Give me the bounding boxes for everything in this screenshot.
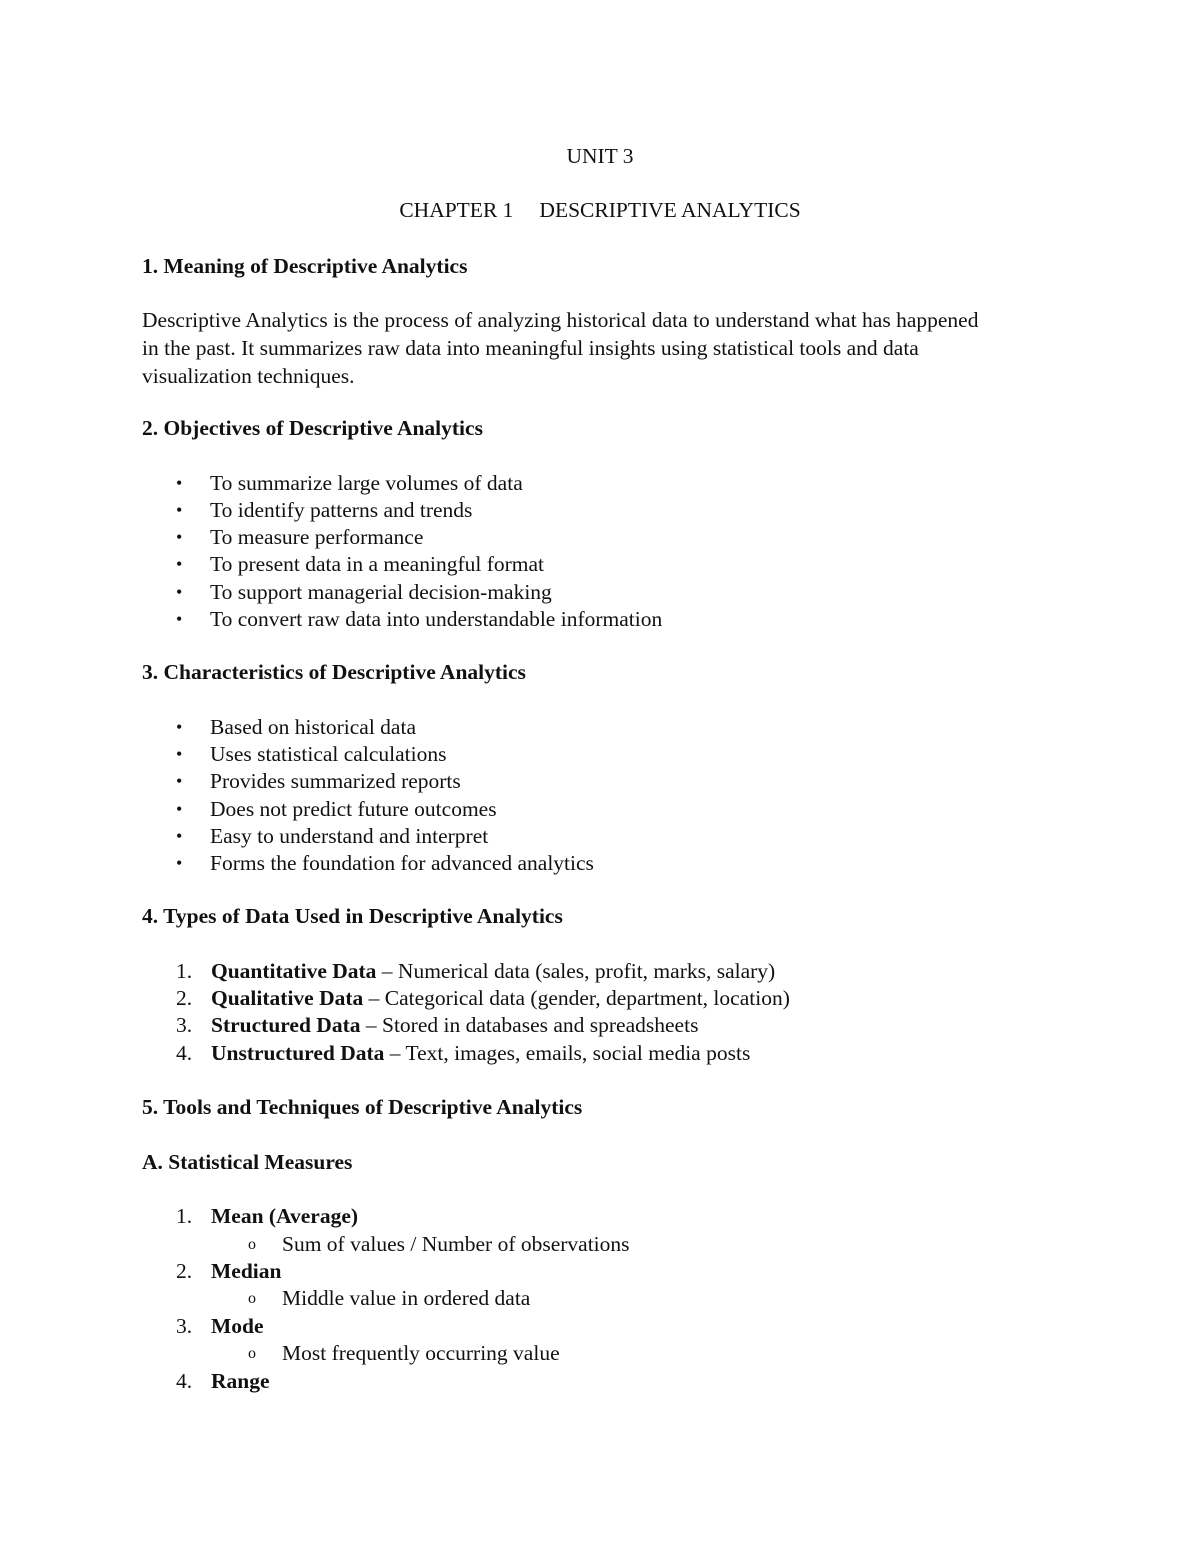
- section-heading-characteristics: 3. Characteristics of Descriptive Analytics: [142, 660, 526, 684]
- chapter-title: [0, 196, 1200, 224]
- list-item: [211, 984, 790, 1012]
- measure-name: Mode: [211, 1314, 264, 1338]
- list-item: Easy to understand and interpret: [210, 824, 489, 848]
- term-description: – Numerical data (sales, profit, marks, salary): [376, 959, 776, 983]
- list-number: 1.: [176, 959, 193, 983]
- list-number: 2.: [176, 1259, 193, 1283]
- term: Structured Data: [211, 1013, 361, 1037]
- subsection-heading-statistical-measures: A. Statistical Measures: [142, 1150, 353, 1174]
- list-number: 2.: [176, 986, 193, 1010]
- bullet-icon: •: [176, 500, 183, 520]
- circle-bullet-icon: o: [248, 1290, 256, 1307]
- bullet-icon: •: [176, 799, 183, 819]
- unit-title: [0, 142, 1200, 170]
- measure-name: Median: [211, 1259, 282, 1283]
- paragraph-line: Descriptive Analytics is the process of analyzing historical data to understand what has happened: [142, 308, 979, 332]
- circle-bullet-icon: o: [248, 1345, 256, 1362]
- list-number: 3.: [176, 1314, 193, 1338]
- term-description: – Text, images, emails, social media posts: [384, 1041, 751, 1065]
- list-item: [211, 1039, 750, 1067]
- term-description: – Categorical data (gender, department, location): [363, 986, 790, 1010]
- bullet-icon: •: [176, 717, 183, 737]
- term-description: – Stored in databases and spreadsheets: [360, 1013, 699, 1037]
- list-item: To measure performance: [210, 525, 424, 549]
- section-heading-meaning: 1. Meaning of Descriptive Analytics: [142, 254, 468, 278]
- list-item: To present data in a meaningful format: [210, 552, 545, 576]
- list-number: 4.: [176, 1369, 193, 1393]
- measure-detail: Sum of values / Number of observations: [282, 1232, 630, 1256]
- list-number: 3.: [176, 1013, 193, 1037]
- section-heading-data-types: 4. Types of Data Used in Descriptive Analytics: [142, 904, 563, 928]
- chapter-name: DESCRIPTIVE ANALYTICS: [539, 198, 801, 222]
- bullet-icon: •: [176, 527, 183, 547]
- paragraph-line: visualization techniques.: [142, 364, 355, 388]
- section-heading-objectives: 2. Objectives of Descriptive Analytics: [142, 416, 483, 440]
- chapter-number: CHAPTER 1: [399, 198, 514, 222]
- list-item: To summarize large volumes of data: [210, 471, 523, 495]
- bullet-icon: •: [176, 853, 183, 873]
- measure-name: Range: [211, 1369, 270, 1393]
- bullet-icon: •: [176, 826, 183, 846]
- bullet-icon: •: [176, 609, 183, 629]
- list-item: Based on historical data: [210, 715, 416, 739]
- list-number: 4.: [176, 1041, 193, 1065]
- list-item: To support managerial decision-making: [210, 580, 552, 604]
- list-item: Uses statistical calculations: [210, 742, 447, 766]
- measure-detail: Middle value in ordered data: [282, 1286, 531, 1310]
- list-item: [211, 1011, 698, 1039]
- unit-label: UNIT 3: [566, 144, 634, 168]
- list-item: Provides summarized reports: [210, 769, 461, 793]
- circle-bullet-icon: o: [248, 1236, 256, 1253]
- bullet-icon: •: [176, 771, 183, 791]
- list-number: 1.: [176, 1204, 193, 1228]
- list-item: Forms the foundation for advanced analytics: [210, 851, 594, 875]
- paragraph-line: in the past. It summarizes raw data into meaningful insights using statistical tools and data: [142, 336, 919, 360]
- bullet-icon: •: [176, 473, 183, 493]
- section-heading-tools: 5. Tools and Techniques of Descriptive Analytics: [142, 1095, 583, 1119]
- term: Qualitative Data: [211, 986, 364, 1010]
- list-item: Does not predict future outcomes: [210, 797, 497, 821]
- list-item: To convert raw data into understandable information: [210, 607, 663, 631]
- term: Quantitative Data: [211, 959, 377, 983]
- term: Unstructured Data: [211, 1041, 385, 1065]
- list-item: [211, 957, 775, 985]
- bullet-icon: •: [176, 554, 183, 574]
- list-item: To identify patterns and trends: [210, 498, 473, 522]
- bullet-icon: •: [176, 582, 183, 602]
- measure-detail: Most frequently occurring value: [282, 1341, 560, 1365]
- measure-name: Mean (Average): [211, 1204, 359, 1228]
- bullet-icon: •: [176, 744, 183, 764]
